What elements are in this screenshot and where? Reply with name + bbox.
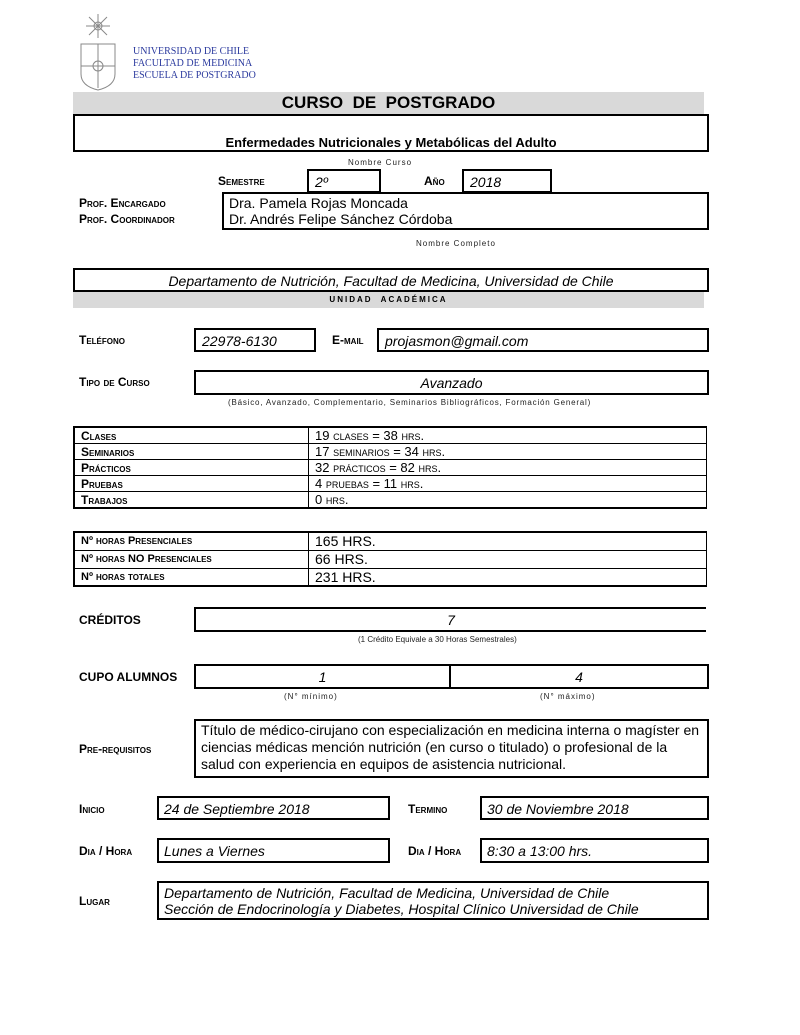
prof-encargado-label: Prof. Encargado: [79, 196, 166, 210]
table-row: [74, 427, 707, 444]
hours-table: [73, 531, 707, 587]
page-title: CURSO DE POSTGRADO: [73, 92, 704, 114]
row-value[interactable]: 165 HRS.: [309, 532, 707, 550]
course-type-hint: (Básico, Avanzado, Complementario, Seminarios Bibliográficos, Formación General): [228, 398, 592, 407]
course-name-field[interactable]: Enfermedades Nutricionales y Metabólicas del Adulto: [73, 114, 709, 152]
quota-max-hint: (N° máximo): [540, 692, 596, 701]
semester-field[interactable]: 2º: [307, 169, 381, 193]
table-row: [74, 460, 707, 476]
quota-min-field[interactable]: 1: [194, 664, 451, 689]
row-value[interactable]: 66 HRS.: [309, 550, 707, 568]
course-type-field[interactable]: Avanzado: [194, 370, 709, 395]
place-label: Lugar: [79, 894, 110, 908]
academic-unit-field[interactable]: Departamento de Nutrición, Facultad de Medicina, Universidad de Chile: [73, 268, 709, 292]
table-row: [74, 476, 707, 492]
row-label: Pruebas: [74, 476, 309, 492]
credits-label: CRÉDITOS: [79, 613, 141, 627]
row-value[interactable]: 231 HRS.: [309, 568, 707, 586]
start-label: Inicio: [79, 802, 105, 816]
row-value[interactable]: 4 pruebas = 11 hrs.: [309, 476, 707, 492]
activities-table: [73, 426, 707, 509]
row-label: Prácticos: [74, 460, 309, 476]
start-date-field[interactable]: 24 de Septiembre 2018: [157, 796, 390, 820]
semester-label: Semestre: [218, 174, 265, 188]
phone-field[interactable]: 22978-6130: [194, 328, 316, 352]
institution-line: FACULTAD DE MEDICINA: [133, 58, 253, 69]
quota-min-hint: (N° mínimo): [284, 692, 338, 701]
hour-label: Dia / Hora: [408, 844, 462, 858]
table-row: [74, 550, 707, 568]
row-label: Seminarios: [74, 444, 309, 460]
end-date-field[interactable]: 30 de Noviembre 2018: [480, 796, 709, 820]
day-label: Dia / Hora: [79, 844, 133, 858]
row-value[interactable]: 32 prácticos = 82 hrs.: [309, 460, 707, 476]
institution-line: UNIVERSIDAD DE CHILE: [133, 46, 250, 57]
table-row: [74, 444, 707, 460]
row-value[interactable]: 17 seminarios = 34 hrs.: [309, 444, 707, 460]
row-value[interactable]: 0 hrs.: [309, 492, 707, 509]
credits-field[interactable]: 7: [194, 607, 706, 632]
prereq-field[interactable]: Título de médico-cirujano con especialización en medicina interna o magíster en ciencias médicas mención nutrición (en curso o titulado) o profesional de la salud con experiencia en equipos de asistencia nutricional.: [194, 719, 709, 778]
row-label: Nº horas totales: [74, 568, 309, 586]
professors-field[interactable]: [222, 192, 709, 230]
academic-unit-label: UNIDAD ACADÉMICA: [73, 292, 704, 308]
university-logo: [78, 12, 118, 92]
place-field[interactable]: [157, 881, 709, 920]
hours-field[interactable]: 8:30 a 13:00 hrs.: [480, 838, 709, 863]
prof-encargado-name: Dra. Pamela Rojas Moncada: [229, 195, 408, 211]
credits-hint: (1 Crédito Equivale a 30 Horas Semestrales): [358, 635, 517, 644]
row-label: Nº horas NO Presenciales: [74, 550, 309, 568]
table-row: [74, 532, 707, 550]
place-line: Sección de Endocrinología y Diabetes, Hospital Clínico Universidad de Chile: [164, 901, 639, 917]
place-line: Departamento de Nutrición, Facultad de Medicina, Universidad de Chile: [164, 885, 610, 901]
institution-line: ESCUELA DE POSTGRADO: [133, 70, 256, 81]
row-label: Clases: [74, 427, 309, 444]
email-label: E-mail: [332, 333, 364, 347]
year-label: Año: [424, 174, 445, 188]
row-value[interactable]: 19 clases = 38 hrs.: [309, 427, 707, 444]
prof-coordinador-name: Dr. Andrés Felipe Sánchez Córdoba: [229, 211, 453, 227]
course-type-label: Tipo de Curso: [79, 375, 150, 389]
phone-label: Teléfono: [79, 333, 125, 347]
course-name-hint: Nombre Curso: [348, 158, 413, 167]
prereq-label: Pre-requisitos: [79, 742, 152, 756]
end-label: Termino: [408, 802, 448, 816]
table-row: [74, 568, 707, 586]
email-field[interactable]: projasmon@gmail.com: [377, 328, 709, 352]
table-row: [74, 492, 707, 509]
quota-label: CUPO ALUMNOS: [79, 670, 178, 684]
year-field[interactable]: 2018: [462, 169, 552, 193]
prof-coordinador-label: Prof. Coordinador: [79, 212, 175, 226]
quota-max-field[interactable]: 4: [449, 664, 709, 689]
full-name-hint: Nombre Completo: [416, 239, 496, 248]
row-label: Trabajos: [74, 492, 309, 509]
row-label: Nº horas Presenciales: [74, 532, 309, 550]
days-field[interactable]: Lunes a Viernes: [157, 838, 390, 863]
